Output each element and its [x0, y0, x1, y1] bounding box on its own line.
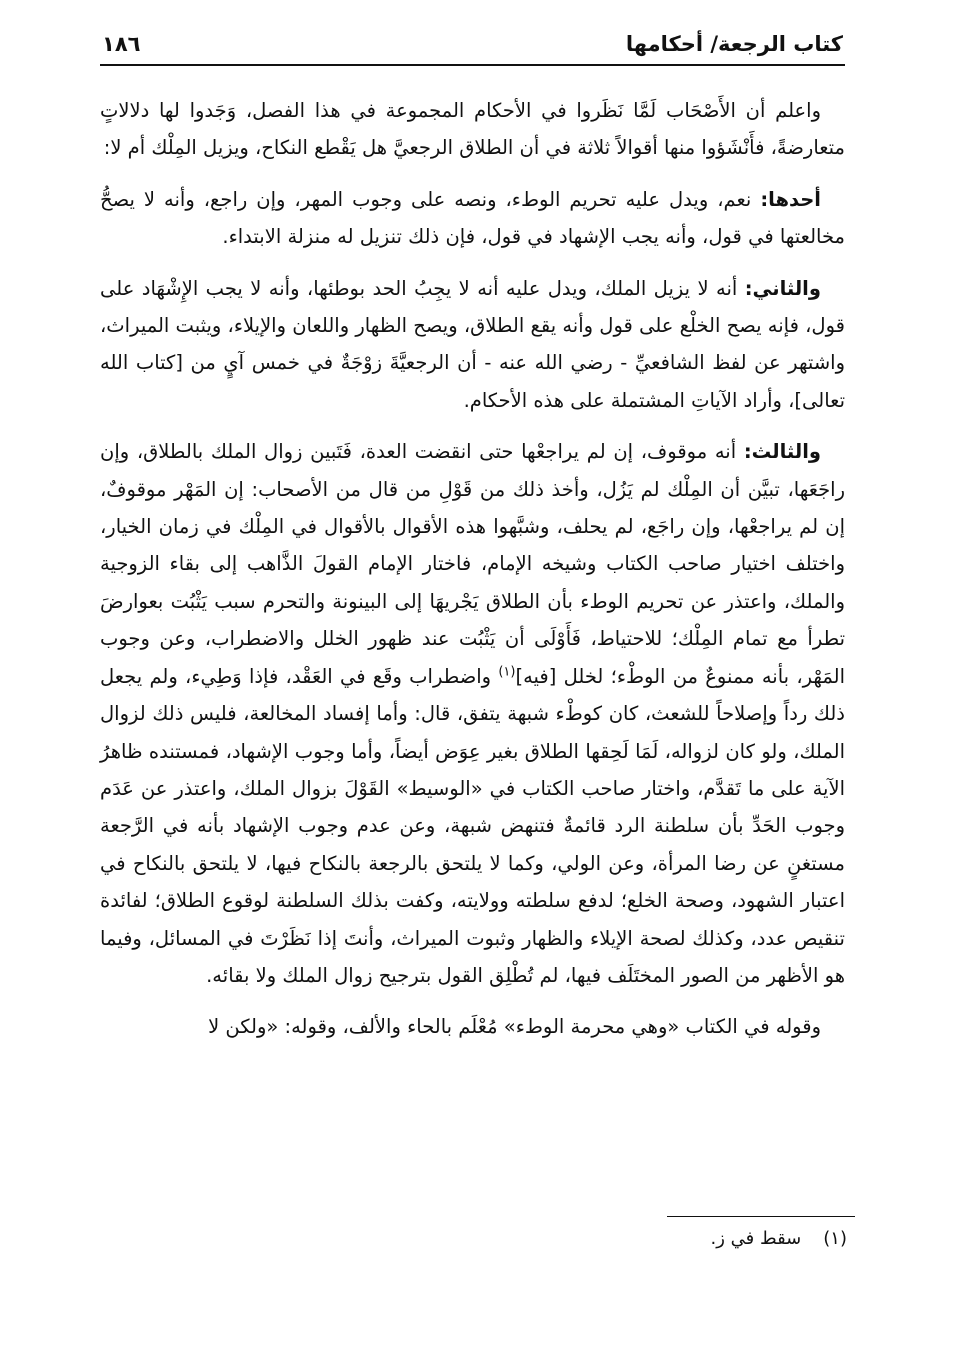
page-header [100, 20, 845, 56]
paragraph-second-view-lead: والثاني: [744, 276, 821, 300]
header-rule [100, 64, 845, 66]
footnote [711, 1228, 847, 1249]
paragraph-commentary [100, 1008, 845, 1045]
paragraph-third-view-text-a: أنه موقوف، إن لم يراجعْها حتى انقضت العدة، فَتَبين زوال الملك بالطلاق، وإن راجَعَها، تبيَّن أن المِلْك لم يَزُل، وأخذ ذلك من قَوْلِ من قال من الأصحاب: إن المَهْر موقوفٌ، إن لم يراجعْها، وإن راجَع، لم يحلف، وشبَّهوا هذه الأقوال بالأقوال في المِلْك في زمان الخيار، واختلف اختيار صاحب الكتاب وشيخه الإمام، فاختار الإمام القولَ الذَّاهب إلى بقاء الزوجية والملك، واعتذر عن تحريم الوطء بأن الطلاق يَجْريهَا إلى البينونة والتحرم سبب يَثْبُت بعوارضَ تطرأ مع تمام المِلْك؛ للاحتياط، فَأَوْلَى أن يَثْبُت عند ظهور الخلل والاضطراب، وعن وجوب المَهْر، بأنه ممنوعٌ من الوطْء؛ لخلل [فيه] [100, 440, 845, 688]
book-page [100, 20, 845, 1060]
paragraph-first-view-text: نعم، ويدل عليه تحريم الوطء، ونصه على وجوب المهر، وإن راجع، وأنه لا يصحُّ مخالعتها في قول، وأنه يجب الإشهاد في قول، فإن ذلك تنزيل له منزلة الابتداء. [100, 187, 845, 249]
footnote-reference: (١) [498, 664, 516, 680]
paragraph-commentary-text: وقوله في الكتاب «وهي محرمة الوطء» مُعْلَم بالحاء والألف، وقوله: «ولكن لا [208, 1015, 821, 1039]
footnote-rule [667, 1216, 855, 1217]
paragraph-intro-text: واعلم أن الأَصْحَاب لَمَّا نَظَروا في الأحكام المجموعة في هذا الفصل، وَجَدوا لها دلالاتٍ متعارضةً، فأَنْشَؤوا منها أقوالاً ثلاثة في أن الطلاق الرجعيَّ هل يَقْطع النكاح، ويزيل المِلْك أم لا: [100, 99, 845, 160]
footnote-text: سقط في ز. [710, 1228, 802, 1249]
paragraph-third-view-lead: والثالث: [743, 440, 821, 464]
paragraph-first-view-lead: أحدها: [760, 187, 821, 211]
footnote-number: (١) [823, 1228, 847, 1249]
paragraph-third-view [100, 433, 845, 994]
paragraph-second-view [100, 270, 845, 420]
main-text [100, 92, 845, 1046]
paragraph-second-view-text: أنه لا يزيل الملك، ويدل عليه أنه لا يجِبُ الحد بوطئها، وأنه لا يجب الإِشْهَاد على قول، فإنه يصح الخلْع على قول وأنه يقع الطلاق، ويصح الظهار واللعان والإيلاء، ويثبت الميراث، واشتهر عن لفظ الشافعيِّ - رضي الله عنه - أن الرجعيَّةَ زوْجَةٌ في خمس آيٍ من [كتاب الله تعالى]، وأراد الآياتِ المشتملة على هذه الأحكام. [100, 276, 845, 412]
paragraph-third-view-text-b: واضطراب وقَع في العَقْد، فإذا وَطِيء، ولم يجعل ذلك رداً وإصلاحاً للشعث، كان كوطْء شبهة يتفق، قال: وأما إفساد المخالعة، فليس ذلك لزوال الملك، ولو كان لزواله، لَمَا لَحِقها الطلاق بغير عِوَض أيضاً، وأما وجوب الإشهاد، فمستنده ظاهرُ الآية على ما تَقدَّم، واختار صاحب الكتاب في «الوسيط» القَوْلَ بزوال الملك، واعتذر عن عَدَم وجوب الحَدِّ بأن سلطنة الرد قائمةٌ فتنهض شبهة، وعن عدم وجوب الإشهاد بأنه في الرَّجعة مستغنٍ عن رضا المرأة، وعن الولي، وكما لا يلتحق بالرجعة بالنكاح فيها، لا يلتحق بالنكاح في اعتبار الشهود، وصحة الخلع؛ لدفع سلطته وولايته، وكفت بذلك السلطنة لوقوع الطلاق؛ لفائدة تنقيص عدد، وكذلك لصحة الإيلاء والظهار وثبوت الميراث، وأنتَ إذا نَظَرْتَ في المسائل، وفيما هو الأظهر من الصور المختَلَف فيها، لم تُطْلِق القول بترجيح زوال الملك ولا بقائه. [100, 664, 845, 987]
paragraph-first-view [100, 181, 845, 256]
running-title: كتاب الرجعة/ أحكامها [625, 32, 843, 56]
paragraph-intro [100, 92, 845, 167]
page-number: ١٨٦ [102, 32, 141, 56]
